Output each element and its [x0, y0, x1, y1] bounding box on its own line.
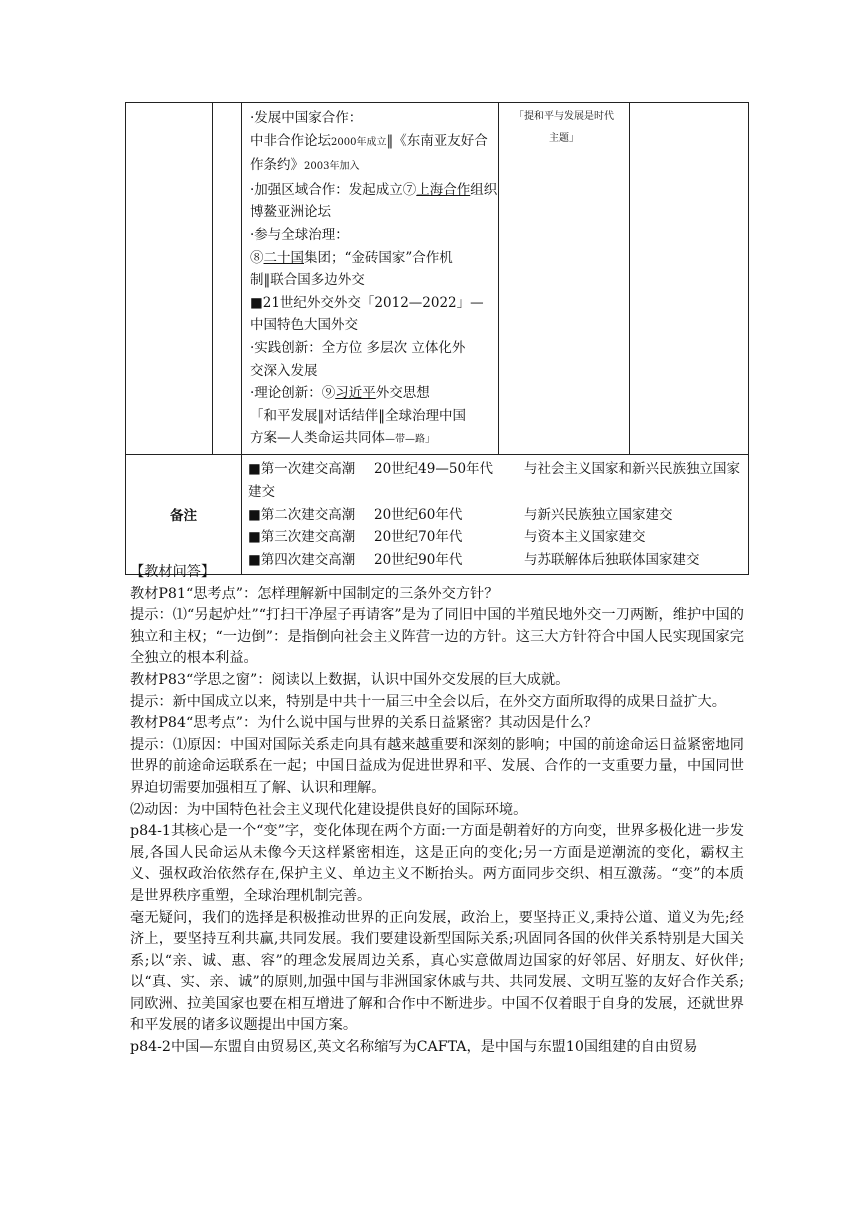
outline-cell-content [242, 103, 499, 455]
remark-item: ■第一次建交高潮 20世纪49—50年代 与社会主义国家和新兴民族独立国家 [248, 460, 740, 477]
outline-line: 作条约》2003年加入 [250, 157, 360, 174]
blank-answer-7: 上海合作 [416, 181, 471, 198]
outline-line: ·理论创新：⑨习近平外交思想 [250, 385, 430, 402]
remark-item-continued: 建交 [248, 483, 275, 500]
outline-line: ·参与全球治理： [250, 226, 349, 243]
remarks-content [242, 454, 749, 574]
qa-question: 教材P84“思考点”：为什么说中国与世界的关系日益紧密？其动因是什么？ [130, 715, 598, 732]
blank-answer-9: 习近平 [335, 385, 376, 402]
outline-cell-extra [630, 103, 749, 455]
remark-item: ■第三次建交高潮 20世纪70年代 与资本主义国家建交 [248, 529, 646, 546]
qa-question: 教材P81“思考点”：怎样理解新中国制定的三条外交方针？ [130, 585, 499, 602]
qa-heading: 【教材问答】 [130, 564, 216, 580]
qa-section [130, 562, 744, 1059]
remarks-row [126, 454, 749, 574]
outline-line: 交深入发展 [250, 362, 318, 379]
outline-line: 中国特色大国外交 [250, 317, 358, 334]
outline-line: ·实践创新：全方位 多层次 立体化外 [250, 339, 466, 356]
remark-item: ■第二次建交高潮 20世纪60年代 与新兴民族独立国家建交 [248, 506, 673, 523]
outline-cell-note [499, 103, 630, 455]
qa-answer: 提示：⑴原因：中国对国际关系走向具有越来越重要和深刻的影响；中国的前途命运日益紧密地同世界的前途命运联系在一起；中国日益成为促进世界和平、发展、合作的一支重要力量，中国同世界迫切需要加强相互了解、认识和理解。 [130, 736, 744, 796]
outline-cell-index [213, 103, 242, 455]
qa-answer: p84-1其核心是一个“变”字，变化体现在两个方面:一方面是朝着好的方向变，世界多极化进一步发展,各国人民命运从未像今天这样紧密相连，这是正向的变化;另一方面是逆潮流的变化，霸权主义、强权政治依然存在,保护主义、单边主义不断抬头。两方面同步交织、相互激荡。“变”的本质是世界秩序重塑，全球治理机制完善。 [130, 823, 744, 904]
outline-line: ■21世纪外交外交「2012—2022」— [250, 294, 484, 311]
qa-answer: 提示：新中国成立以来，特别是中共十一届三中全会以后，在外交方面所取得的成果日益扩大。 [130, 693, 726, 710]
qa-answer: p84-2中国—东盟自由贸易区,英文名称缩写为CAFTA，是中国与东盟10国组建的自由贸易 [130, 1039, 698, 1056]
outline-line: 方案—人类命运共同体—带—路」 [250, 430, 435, 447]
outline-line: 制‖联合国多边外交 [250, 272, 365, 289]
outline-cell-category [126, 103, 213, 455]
qa-answer: 毫无疑问，我们的选择是积极推动世界的正向发展，政治上，要坚持正义,秉持公道、道义为先;经济上，要坚持互利共赢,共同发展。我们要建设新型国际关系;巩固同各国的伙伴关系特别是大国关系;以“亲、诚、惠、容”的理念发展周边关系，真心实意做周边国家的好邻居、好朋友、好伙伴;以“真、实、亲、诚”的原则,加强中国与非洲国家休戚与共、共同发展、文明互鉴的友好合作关系;同欧洲、拉美国家也要在相互增进了解和合作中不断进步。中国不仅着眼于自身的发展，还就世界和平发展的诸多议题提出中国方案。 [130, 909, 744, 1034]
outline-line: ⑧二十国集团；“金砖国家”合作机 [250, 249, 453, 266]
note-line: 「提和平与发展是时代 [514, 111, 614, 122]
qa-question: 教材P83“学思之窗”：阅读以上数据，认识中国外交发展的巨大成就。 [130, 671, 570, 688]
outline-line: 「和平发展‖对话结伴‖全球治理中国 [250, 407, 466, 424]
outline-line: 博鳌亚洲论坛 [250, 204, 331, 221]
qa-answer: ⑵动因：为中国特色社会主义现代化建设提供良好的国际环境。 [130, 801, 528, 818]
outline-line: ·加强区域合作：发起成立⑦上海合作组织 [250, 181, 498, 198]
qa-answer: 提示：⑴“另起炉灶”“打扫干净屋子再请客”是为了同旧中国的半殖民地外交一刀两断，维护中国的独立和主权；“一边倒”：是指倒向社会主义阵营一边的方针。这三大方针符合中国人民实现国家完全独立的根本利益。 [130, 607, 744, 667]
note-line: 主题」 [549, 133, 579, 144]
outline-table [125, 102, 749, 575]
remark-item: ■第四次建交高潮 20世纪90年代 与苏联解体后独联体国家建交 [248, 552, 700, 569]
outline-row [126, 103, 749, 455]
outline-line: ·发展中国家合作： [250, 110, 363, 126]
outline-line: 中非合作论坛2000年成立‖《东南亚友好合 [250, 132, 488, 149]
blank-answer-8: 二十国 [263, 249, 304, 266]
remarks-label: 备注 [126, 454, 242, 574]
